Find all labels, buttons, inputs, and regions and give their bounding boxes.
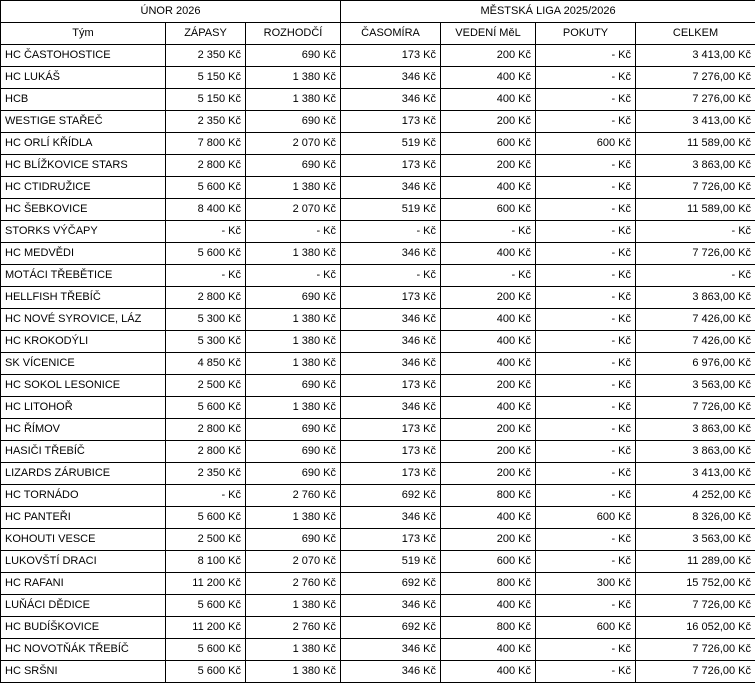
table-row[interactable] [1,177,755,199]
cell-rozhodci: 1 380 Kč [246,507,341,529]
cell-casomira: 346 Kč [341,67,441,89]
column-header-zapasy: ZÁPASY [166,23,246,45]
cell-zapasy: 2 800 Kč [166,419,246,441]
cell-zapasy: 2 800 Kč [166,287,246,309]
cell-pokuty: - Kč [536,529,636,551]
cell-zapasy: 2 500 Kč [166,529,246,551]
cell-zapasy: 8 100 Kč [166,551,246,573]
cell-zapasy: 5 300 Kč [166,309,246,331]
cell-zapasy: 5 300 Kč [166,331,246,353]
table-row[interactable] [1,661,755,683]
cell-rozhodci: 2 760 Kč [246,573,341,595]
cell-pokuty: - Kč [536,45,636,67]
cell-vedeni: 400 Kč [441,661,536,683]
table-row[interactable] [1,419,755,441]
cell-team: HC MEDVĚDI [1,243,166,265]
cell-zapasy: - Kč [166,265,246,287]
cell-rozhodci: 2 760 Kč [246,617,341,639]
cell-team: HC TORNÁDO [1,485,166,507]
cell-pokuty: - Kč [536,595,636,617]
cell-casomira: 346 Kč [341,661,441,683]
cell-vedeni: 400 Kč [441,177,536,199]
cell-zapasy: 5 600 Kč [166,661,246,683]
cell-rozhodci: 2 070 Kč [246,133,341,155]
cell-vedeni: 600 Kč [441,133,536,155]
table-row[interactable] [1,617,755,639]
cell-vedeni: 400 Kč [441,397,536,419]
cell-zapasy: 5 600 Kč [166,507,246,529]
cell-zapasy: 5 600 Kč [166,639,246,661]
cell-casomira: 346 Kč [341,243,441,265]
cell-rozhodci: 690 Kč [246,419,341,441]
cell-rozhodci: 690 Kč [246,463,341,485]
cell-zapasy: 5 150 Kč [166,67,246,89]
cell-zapasy: 5 600 Kč [166,595,246,617]
table-row[interactable] [1,331,755,353]
cell-team: HC KROKODÝLI [1,331,166,353]
cell-celkem: 3 413,00 Kč [636,45,755,67]
table-row[interactable] [1,309,755,331]
cell-zapasy: - Kč [166,485,246,507]
cell-vedeni: 200 Kč [441,45,536,67]
cell-vedeni: 200 Kč [441,375,536,397]
cell-vedeni: 400 Kč [441,639,536,661]
cell-casomira: 692 Kč [341,617,441,639]
cell-team: HC ČASTOHOSTICE [1,45,166,67]
cell-casomira: 346 Kč [341,397,441,419]
cell-celkem: 3 563,00 Kč [636,375,755,397]
cell-vedeni: 400 Kč [441,243,536,265]
cell-celkem: 4 252,00 Kč [636,485,755,507]
table-row[interactable] [1,551,755,573]
cell-celkem: 8 326,00 Kč [636,507,755,529]
cell-vedeni: 200 Kč [441,463,536,485]
cell-pokuty: - Kč [536,67,636,89]
cell-zapasy: 2 350 Kč [166,45,246,67]
cell-casomira: 346 Kč [341,507,441,529]
cell-pokuty: - Kč [536,111,636,133]
column-header-casomira: ČASOMÍRA [341,23,441,45]
cell-celkem: 7 726,00 Kč [636,177,755,199]
cell-vedeni: - Kč [441,265,536,287]
cell-rozhodci: 1 380 Kč [246,177,341,199]
cell-pokuty: - Kč [536,441,636,463]
cell-pokuty: - Kč [536,397,636,419]
cell-casomira: 173 Kč [341,529,441,551]
cell-pokuty: - Kč [536,265,636,287]
cell-zapasy: 2 350 Kč [166,463,246,485]
cell-casomira: 173 Kč [341,441,441,463]
cell-vedeni: 200 Kč [441,441,536,463]
table-row[interactable] [1,199,755,221]
table-row[interactable] [1,155,755,177]
cell-team: HC BUDÍŠKOVICE [1,617,166,639]
cell-casomira: 346 Kč [341,89,441,111]
cell-rozhodci: 1 380 Kč [246,397,341,419]
cell-team: HC SOKOL LESONICE [1,375,166,397]
cell-celkem: 3 413,00 Kč [636,111,755,133]
cell-vedeni: 400 Kč [441,595,536,617]
cell-pokuty: 300 Kč [536,573,636,595]
cell-vedeni: 400 Kč [441,67,536,89]
cell-team: STORKS VÝČAPY [1,221,166,243]
table-row[interactable] [1,529,755,551]
cell-zapasy: 5 600 Kč [166,177,246,199]
cell-pokuty: - Kč [536,375,636,397]
cell-team: HC ORLÍ KŘÍDLA [1,133,166,155]
table-row[interactable] [1,595,755,617]
cell-casomira: 519 Kč [341,199,441,221]
cell-zapasy: 2 800 Kč [166,441,246,463]
column-header-celkem: CELKEM [636,23,755,45]
cell-team: HC LITOHOŘ [1,397,166,419]
cell-vedeni: 800 Kč [441,485,536,507]
cell-celkem: 3 563,00 Kč [636,529,755,551]
cell-rozhodci: 1 380 Kč [246,89,341,111]
cell-celkem: 7 426,00 Kč [636,331,755,353]
cell-vedeni: 800 Kč [441,617,536,639]
cell-pokuty: - Kč [536,221,636,243]
table-row[interactable] [1,375,755,397]
cell-team: HC RAFANI [1,573,166,595]
cell-celkem: 3 413,00 Kč [636,463,755,485]
cell-zapasy: 11 200 Kč [166,617,246,639]
cell-celkem: 11 589,00 Kč [636,199,755,221]
cell-rozhodci: 690 Kč [246,111,341,133]
cell-team: LIZARDS ZÁRUBICE [1,463,166,485]
table-header-row [1,23,755,45]
cell-rozhodci: - Kč [246,265,341,287]
cell-team: KOHOUTI VESCE [1,529,166,551]
cell-rozhodci: 2 070 Kč [246,199,341,221]
cell-celkem: 7 726,00 Kč [636,639,755,661]
cell-pokuty: - Kč [536,155,636,177]
cell-pokuty: 600 Kč [536,133,636,155]
table-row[interactable] [1,639,755,661]
cell-celkem: 16 052,00 Kč [636,617,755,639]
cell-celkem: 3 863,00 Kč [636,155,755,177]
cell-team: SK VÍCENICE [1,353,166,375]
cell-team: HC LUKÁŠ [1,67,166,89]
table-row[interactable] [1,221,755,243]
cell-casomira: 519 Kč [341,551,441,573]
cell-celkem: 7 726,00 Kč [636,661,755,683]
cell-zapasy: 11 200 Kč [166,573,246,595]
cell-celkem: 7 276,00 Kč [636,89,755,111]
column-header-rozhodci: ROZHODČÍ [246,23,341,45]
cell-casomira: 173 Kč [341,111,441,133]
cell-celkem: 3 863,00 Kč [636,419,755,441]
cell-casomira: 173 Kč [341,155,441,177]
cell-casomira: 346 Kč [341,177,441,199]
cell-rozhodci: 1 380 Kč [246,661,341,683]
cell-celkem: 7 426,00 Kč [636,309,755,331]
title-row [1,1,755,23]
cell-pokuty: - Kč [536,661,636,683]
cell-rozhodci: 2 760 Kč [246,485,341,507]
cell-vedeni: 200 Kč [441,287,536,309]
cell-pokuty: - Kč [536,177,636,199]
cell-vedeni: 200 Kč [441,111,536,133]
cell-vedeni: 400 Kč [441,89,536,111]
cell-celkem: 11 289,00 Kč [636,551,755,573]
cell-rozhodci: 690 Kč [246,375,341,397]
cell-vedeni: 600 Kč [441,551,536,573]
cell-rozhodci: 1 380 Kč [246,309,341,331]
cell-team: HC SRŠNI [1,661,166,683]
cell-pokuty: - Kč [536,243,636,265]
table-row[interactable] [1,353,755,375]
table-row[interactable] [1,243,755,265]
table-body [1,45,755,683]
cell-casomira: 346 Kč [341,309,441,331]
cell-celkem: - Kč [636,221,755,243]
cell-team: HC CTIDRUŽICE [1,177,166,199]
cell-casomira: 346 Kč [341,595,441,617]
table-row[interactable] [1,485,755,507]
cell-rozhodci: 690 Kč [246,155,341,177]
cell-rozhodci: 1 380 Kč [246,243,341,265]
cell-rozhodci: 2 070 Kč [246,551,341,573]
cell-pokuty: - Kč [536,551,636,573]
cell-rozhodci: 690 Kč [246,441,341,463]
cell-pokuty: - Kč [536,199,636,221]
cell-pokuty: - Kč [536,353,636,375]
cell-casomira: 173 Kč [341,45,441,67]
table-row[interactable] [1,45,755,67]
cell-vedeni: 200 Kč [441,155,536,177]
table-row[interactable] [1,397,755,419]
cell-zapasy: - Kč [166,221,246,243]
cell-rozhodci: 690 Kč [246,45,341,67]
cell-rozhodci: 690 Kč [246,529,341,551]
column-header-pokuty: POKUTY [536,23,636,45]
cell-rozhodci: - Kč [246,221,341,243]
table-row[interactable] [1,463,755,485]
cell-team: HASIČI TŘEBÍČ [1,441,166,463]
cell-casomira: 346 Kč [341,331,441,353]
cell-team: LUŇÁCI DĚDICE [1,595,166,617]
cell-team: WESTIGE STAŘEČ [1,111,166,133]
cell-celkem: 15 752,00 Kč [636,573,755,595]
table-row[interactable] [1,441,755,463]
cell-vedeni: 400 Kč [441,353,536,375]
cell-zapasy: 2 500 Kč [166,375,246,397]
cell-casomira: 346 Kč [341,353,441,375]
table-row[interactable] [1,573,755,595]
cell-casomira: 173 Kč [341,287,441,309]
cell-rozhodci: 1 380 Kč [246,67,341,89]
cell-team: MOTÁCI TŘEBĚTICE [1,265,166,287]
cell-pokuty: - Kč [536,419,636,441]
cell-casomira: - Kč [341,265,441,287]
cell-casomira: 173 Kč [341,463,441,485]
cell-vedeni: 800 Kč [441,573,536,595]
table-row[interactable] [1,265,755,287]
cell-pokuty: - Kč [536,309,636,331]
cell-casomira: 692 Kč [341,485,441,507]
cell-pokuty: 600 Kč [536,617,636,639]
cell-vedeni: 400 Kč [441,309,536,331]
cell-pokuty: - Kč [536,485,636,507]
cell-vedeni: 200 Kč [441,419,536,441]
title-league: MĚSTSKÁ LIGA 2025/2026 [341,1,755,23]
title-month: ÚNOR 2026 [1,1,341,23]
cell-pokuty: - Kč [536,331,636,353]
cell-rozhodci: 1 380 Kč [246,595,341,617]
cell-celkem: 6 976,00 Kč [636,353,755,375]
cell-zapasy: 8 400 Kč [166,199,246,221]
cell-casomira: 173 Kč [341,419,441,441]
cell-celkem: 7 276,00 Kč [636,67,755,89]
cell-vedeni: 400 Kč [441,331,536,353]
cell-zapasy: 7 800 Kč [166,133,246,155]
cell-zapasy: 2 800 Kč [166,155,246,177]
cell-pokuty: - Kč [536,89,636,111]
cell-vedeni: - Kč [441,221,536,243]
cell-pokuty: - Kč [536,463,636,485]
cell-zapasy: 5 600 Kč [166,243,246,265]
cell-vedeni: 200 Kč [441,529,536,551]
cell-zapasy: 5 150 Kč [166,89,246,111]
cell-team: HELLFISH TŘEBÍČ [1,287,166,309]
cell-rozhodci: 1 380 Kč [246,639,341,661]
table-row[interactable] [1,89,755,111]
cell-pokuty: 600 Kč [536,507,636,529]
cell-vedeni: 600 Kč [441,199,536,221]
cell-pokuty: - Kč [536,287,636,309]
table-row[interactable] [1,133,755,155]
table-row[interactable] [1,507,755,529]
cell-team: LUKOVŠTÍ DRACI [1,551,166,573]
cell-celkem: 11 589,00 Kč [636,133,755,155]
cell-team: HC NOVOTŇÁK TŘEBÍČ [1,639,166,661]
cell-casomira: 519 Kč [341,133,441,155]
cell-team: HC ŠEBKOVICE [1,199,166,221]
cell-team: HC PANTEŘI [1,507,166,529]
cell-celkem: 7 726,00 Kč [636,595,755,617]
table-row[interactable] [1,67,755,89]
cell-celkem: 3 863,00 Kč [636,287,755,309]
cell-celkem: 7 726,00 Kč [636,243,755,265]
cell-casomira: 346 Kč [341,639,441,661]
cell-rozhodci: 1 380 Kč [246,331,341,353]
cell-casomira: - Kč [341,221,441,243]
cell-team: HCB [1,89,166,111]
cell-zapasy: 2 350 Kč [166,111,246,133]
cell-casomira: 692 Kč [341,573,441,595]
table-row[interactable] [1,287,755,309]
table-row[interactable] [1,111,755,133]
cell-team: HC ŘÍMOV [1,419,166,441]
cell-team: HC BLÍŽKOVICE STARS [1,155,166,177]
cell-celkem: 3 863,00 Kč [636,441,755,463]
column-header-team: Tým [1,23,166,45]
cell-celkem: 7 726,00 Kč [636,397,755,419]
cell-pokuty: - Kč [536,639,636,661]
cell-celkem: - Kč [636,265,755,287]
column-header-vedeni: VEDENÍ MěL [441,23,536,45]
cell-zapasy: 4 850 Kč [166,353,246,375]
cell-rozhodci: 1 380 Kč [246,353,341,375]
cell-team: HC NOVÉ SYROVICE, LÁZ [1,309,166,331]
cell-vedeni: 400 Kč [441,507,536,529]
cell-zapasy: 5 600 Kč [166,397,246,419]
cell-casomira: 173 Kč [341,375,441,397]
cell-rozhodci: 690 Kč [246,287,341,309]
